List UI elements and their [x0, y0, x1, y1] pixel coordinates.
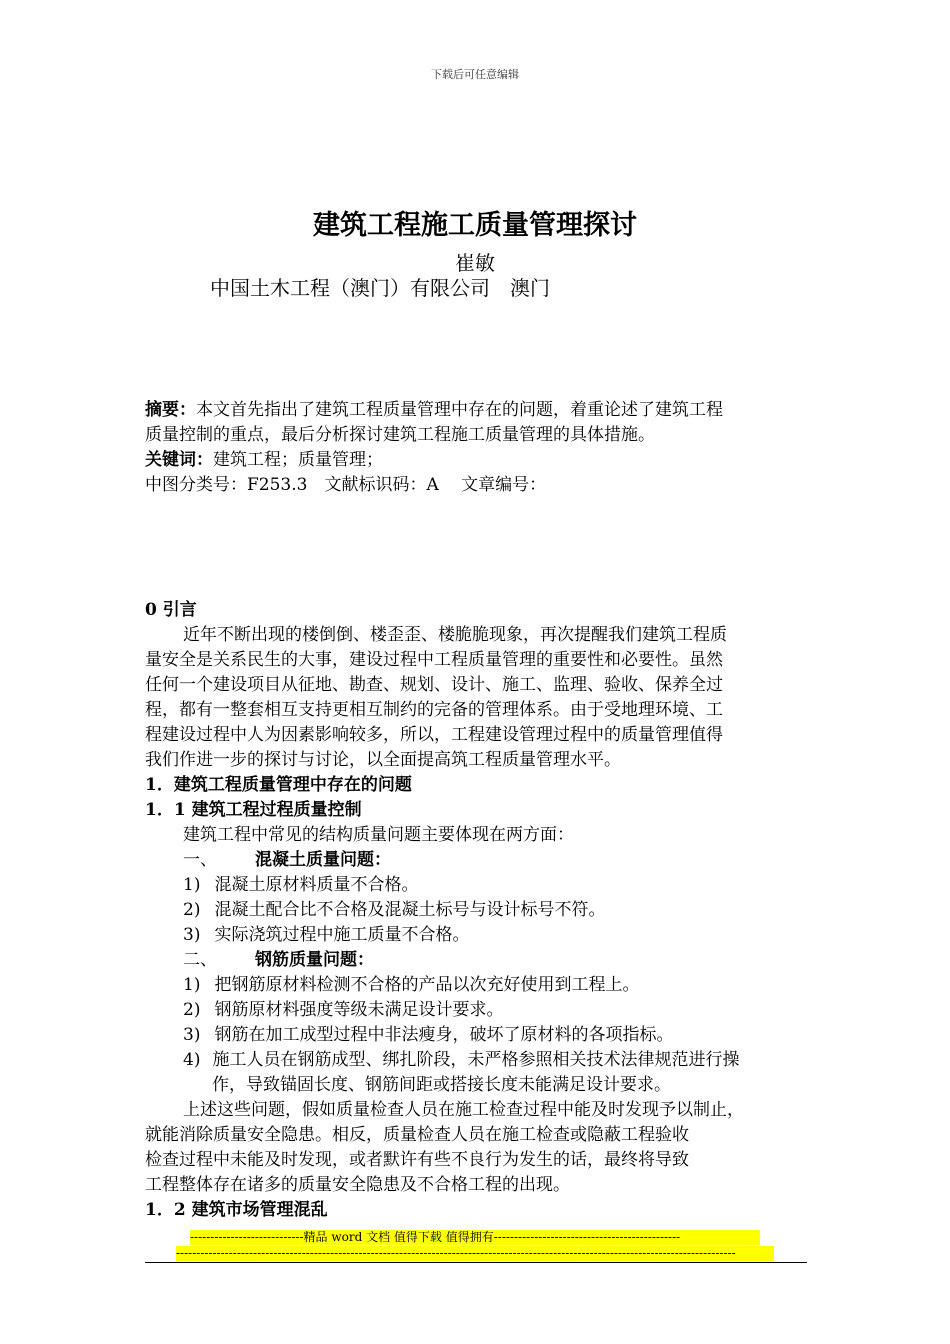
group-2-heading — [183, 948, 374, 973]
closing-line-4: 工程整体存在诸多的质量安全隐患及不合格工程的出现。 — [145, 1175, 570, 1195]
header-note: 下载后可任意编辑 — [431, 68, 519, 81]
keywords-line — [145, 448, 383, 473]
section-0-line-6: 我们作进一步的探讨与讨论，以全面提高筑工程质量管理水平。 — [145, 750, 621, 770]
keywords-label: 关键词： — [145, 450, 213, 470]
section-1-1-heading: 1．1 建筑工程过程质量控制 — [145, 800, 362, 820]
closing-line-3: 检查过程中未能及时发现，或者默许有些不良行为发生的话，最终将导致 — [145, 1150, 689, 1170]
list-item: 2) 混凝土配合比不合格及混凝土标号与设计标号不符。 — [183, 900, 606, 920]
section-0-line-1: 近年不断出现的楼倒倒、楼歪歪、楼脆脆现象，再次提醒我们建筑工程质 — [183, 625, 727, 645]
group-1-title: 混凝土质量问题： — [255, 850, 391, 870]
section-0-heading: 0 引言 — [145, 600, 197, 620]
document-title: 建筑工程施工质量管理探讨 — [313, 210, 637, 241]
section-0-line-3: 任何一个建设项目从征地、勘查、规划、设计、施工、监理、验收、保养全过 — [145, 675, 723, 695]
abstract-text-1: 本文首先指出了建筑工程质量管理中存在的问题，着重论述了建筑工程 — [196, 400, 723, 420]
list-item: 1) 混凝土原材料质量不合格。 — [183, 875, 419, 895]
group-2-number: 二、 — [183, 950, 217, 970]
group-2-title: 钢筋质量问题： — [255, 950, 374, 970]
section-0-line-2: 量安全是关系民生的大事，建设过程中工程质量管理的重要性和必要性。虽然 — [145, 650, 723, 670]
classification-line: 中图分类号：F253.3 文献标识码：A 文章编号： — [145, 475, 547, 495]
abstract-line-1 — [145, 398, 723, 423]
section-0-line-5: 程建设过程中人为因素影响较多，所以，工程建设管理过程中的质量管理值得 — [145, 725, 723, 745]
section-0-line-4: 程，都有一整套相互支持更相互制约的完备的管理体系。由于受地理环境、工 — [145, 700, 723, 720]
author-affiliation: 中国土木工程（澳门）有限公司 澳门 — [210, 276, 550, 300]
list-item: 2) 钢筋原材料强度等级未满足设计要求。 — [183, 1000, 504, 1020]
list-item-continuation: 作，导致锚固长度、钢筋间距或搭接长度未能满足设计要求。 — [212, 1075, 671, 1095]
list-item: 3) 钢筋在加工成型过程中非法瘦身，破坏了原材料的各项指标。 — [183, 1025, 674, 1045]
closing-line-1: 上述这些问题，假如质量检查人员在施工检查过程中能及时发现予以制止， — [183, 1100, 744, 1120]
section-1-1-intro: 建筑工程中常见的结构质量问题主要体现在两方面： — [183, 825, 574, 845]
list-item: 3) 实际浇筑过程中施工质量不合格。 — [183, 925, 470, 945]
footer-banner-dashes: ------------------------------------------------------------------------------------------------------------------------------------------ — [176, 1246, 774, 1261]
section-1-2-heading: 1．2 建筑市场管理混乱 — [145, 1200, 328, 1220]
group-1-heading — [183, 848, 391, 873]
closing-line-2: 就能消除质量安全隐患。相反，质量检查人员在施工检查或隐蔽工程验收 — [145, 1125, 689, 1145]
list-item: 1) 把钢筋原材料检测不合格的产品以次充好使用到工程上。 — [183, 975, 640, 995]
footer-rule — [145, 1262, 807, 1263]
section-1-heading: 1．建筑工程质量管理中存在的问题 — [145, 775, 412, 795]
list-item: 4) 施工人员在钢筋成型、绑扎阶段，未严格参照相关技术法律规范进行操 — [183, 1050, 740, 1070]
group-1-number: 一、 — [183, 850, 217, 870]
keywords-text: 建筑工程；质量管理； — [213, 450, 383, 470]
abstract-label: 摘要： — [145, 400, 196, 420]
footer-banner-text: ----------------------------精品 word 文档 值得下载 值得拥有---------------------------------------------- — [190, 1230, 760, 1245]
author-name: 崔敏 — [455, 251, 495, 275]
abstract-line-2: 质量控制的重点，最后分析探讨建筑工程施工质量管理的具体措施。 — [145, 425, 655, 445]
